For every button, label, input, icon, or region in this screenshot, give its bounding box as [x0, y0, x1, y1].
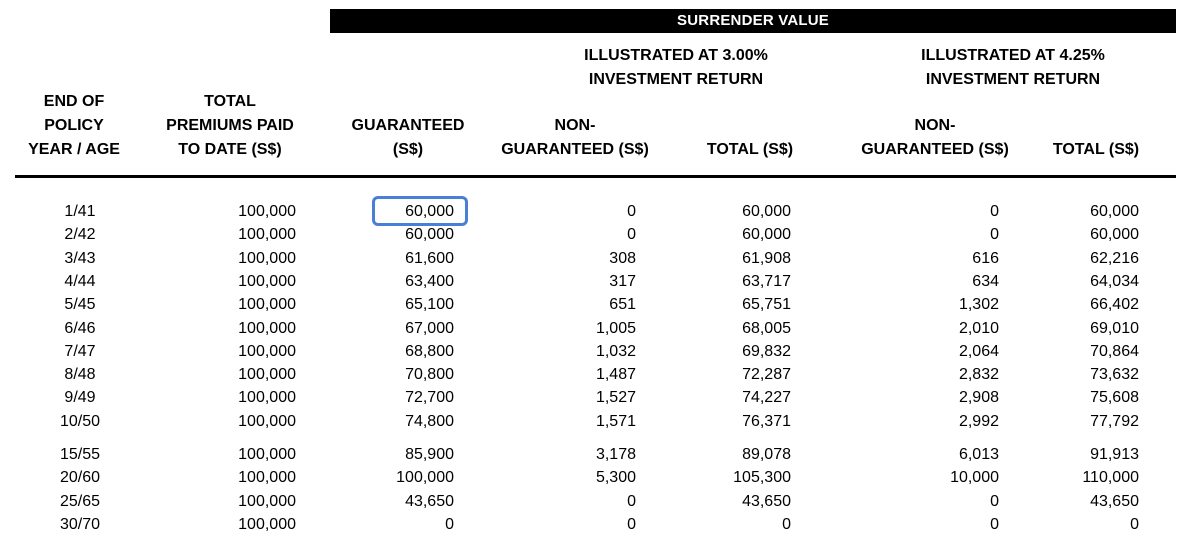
cell-premiums: 100,000 [238, 203, 296, 220]
table-row [0, 293, 1177, 316]
column-header-year-age-line3: YEAR / AGE [28, 141, 120, 158]
cell-non-guaranteed-3pct: 1,487 [595, 366, 636, 384]
cell-year: 15/55 [59, 446, 101, 463]
cell-premiums: 100,000 [238, 389, 296, 407]
cell-non-guaranteed-3pct: 1,527 [595, 389, 636, 407]
column-header-guaranteed-line1: GUARANTEED [351, 117, 465, 134]
cell-non-guaranteed-425pct: 0 [990, 226, 999, 244]
cell-premiums: 100,000 [238, 412, 296, 430]
cell-total-425pct: 60,000 [1090, 203, 1139, 220]
cell-total-3pct: 68,005 [742, 319, 791, 337]
cell-non-guaranteed-425pct: 0 [990, 492, 999, 510]
cell-guaranteed: 74,800 [405, 412, 454, 430]
cell-guaranteed: 67,000 [405, 319, 454, 337]
column-header-total-425pct [1036, 138, 1156, 162]
cell-non-guaranteed-425pct: 634 [972, 272, 999, 290]
cell-guaranteed: 60,000 [405, 203, 454, 220]
cell-non-guaranteed-3pct: 3,178 [595, 446, 636, 463]
cell-non-guaranteed-425pct: 2,908 [958, 389, 999, 407]
table-row [0, 270, 1177, 293]
column-header-total-premiums-line1: TOTAL [204, 93, 256, 110]
table-row [0, 317, 1177, 340]
cell-non-guaranteed-3pct: 5,300 [595, 469, 636, 487]
cell-total-3pct: 60,000 [742, 226, 791, 244]
column-header-total-425pct-line1: TOTAL (S$) [1052, 141, 1140, 158]
cell-total-425pct: 75,608 [1090, 389, 1139, 407]
cell-premiums: 100,000 [238, 272, 296, 290]
cell-year: 30/70 [59, 515, 101, 533]
cell-total-3pct: 43,650 [742, 492, 791, 510]
cell-year: 2/42 [64, 226, 96, 244]
cell-total-425pct: 110,000 [1082, 469, 1139, 487]
group-header-3pct-line2: INVESTMENT RETURN [588, 71, 764, 88]
header-rule [15, 175, 1176, 178]
cell-non-guaranteed-425pct: 0 [990, 515, 999, 533]
cell-total-3pct: 61,908 [742, 249, 791, 267]
table-row [0, 223, 1177, 246]
cell-year: 9/49 [64, 389, 96, 407]
cell-premiums: 100,000 [238, 249, 296, 267]
table-row [0, 443, 1177, 466]
column-header-total-3pct-line1: TOTAL (S$) [706, 141, 794, 158]
cell-year: 10/50 [59, 412, 101, 430]
cell-premiums: 100,000 [238, 446, 296, 463]
column-header-total-3pct [690, 138, 810, 162]
cell-guaranteed: 60,000 [405, 226, 454, 244]
cell-year: 6/46 [64, 319, 96, 337]
column-header-year-age-line1: END OF [43, 93, 105, 110]
column-header-total-premiums-line2: PREMIUMS PAID [166, 117, 294, 134]
cell-non-guaranteed-3pct: 308 [609, 249, 636, 267]
cell-non-guaranteed-3pct: 1,005 [595, 319, 636, 337]
table-row [0, 490, 1177, 513]
cell-premiums: 100,000 [238, 492, 296, 510]
column-header-non-guaranteed-3pct-line2: GUARANTEED (S$) [501, 141, 649, 158]
cell-non-guaranteed-425pct: 1,302 [958, 296, 999, 314]
cell-premiums: 100,000 [238, 296, 296, 314]
cell-guaranteed: 0 [445, 515, 454, 533]
column-header-total-premiums-line3: TO DATE (S$) [178, 141, 282, 158]
table-row [0, 466, 1177, 489]
cell-premiums: 100,000 [238, 319, 296, 337]
cell-year: 8/48 [64, 366, 96, 384]
column-header-non-guaranteed-425pct-line1: NON- [914, 117, 956, 134]
cell-non-guaranteed-425pct: 616 [972, 249, 999, 267]
cell-total-3pct: 76,371 [742, 412, 791, 430]
table-row [0, 200, 1177, 223]
cell-non-guaranteed-425pct: 0 [990, 203, 999, 220]
cell-non-guaranteed-3pct: 0 [627, 492, 636, 510]
cell-total-425pct: 43,650 [1090, 492, 1139, 510]
cell-total-3pct: 89,078 [742, 446, 791, 463]
cell-guaranteed: 63,400 [405, 272, 454, 290]
cell-guaranteed: 43,650 [405, 492, 454, 510]
table-row [0, 410, 1177, 433]
cell-non-guaranteed-425pct: 2,010 [958, 319, 999, 337]
cell-total-425pct: 64,034 [1090, 272, 1139, 290]
cell-non-guaranteed-425pct: 2,832 [958, 366, 999, 384]
table-body [0, 200, 1177, 540]
cell-non-guaranteed-3pct: 0 [627, 226, 636, 244]
cell-total-425pct: 70,864 [1090, 342, 1139, 360]
cell-total-3pct: 0 [782, 515, 791, 533]
column-header-non-guaranteed-425pct [850, 114, 1020, 162]
table-row [0, 247, 1177, 270]
cell-total-3pct: 69,832 [742, 342, 791, 360]
table-row [0, 513, 1177, 536]
cell-year: 4/44 [64, 272, 96, 290]
cell-total-425pct: 60,000 [1090, 226, 1139, 244]
cell-non-guaranteed-425pct: 6,013 [958, 446, 999, 463]
table-row [0, 363, 1177, 386]
column-header-total-premiums [150, 90, 310, 162]
group-header-3pct-line1: ILLUSTRATED AT 3.00% [584, 47, 768, 64]
cell-total-425pct: 66,402 [1090, 296, 1139, 314]
cell-total-3pct: 72,287 [742, 366, 791, 384]
column-header-guaranteed-line2: (S$) [392, 141, 424, 158]
cell-non-guaranteed-425pct: 10,000 [950, 469, 999, 487]
cell-non-guaranteed-425pct: 2,992 [958, 412, 999, 430]
cell-premiums: 100,000 [238, 366, 296, 384]
column-header-non-guaranteed-3pct-line1: NON- [554, 117, 596, 134]
table-row [0, 340, 1177, 363]
cell-non-guaranteed-3pct: 1,571 [595, 412, 636, 430]
cell-guaranteed: 61,600 [405, 249, 454, 267]
cell-year: 5/45 [64, 296, 96, 314]
column-header-year-age [14, 90, 134, 162]
cell-total-3pct: 63,717 [742, 272, 791, 290]
cell-guaranteed: 70,800 [405, 366, 454, 384]
cell-non-guaranteed-3pct: 0 [627, 203, 636, 220]
surrender-value-banner: SURRENDER VALUE [330, 9, 1176, 33]
cell-total-3pct: 60,000 [742, 203, 791, 220]
cell-premiums: 100,000 [238, 515, 296, 533]
cell-year: 20/60 [59, 469, 101, 487]
column-header-year-age-line2: POLICY [44, 117, 104, 134]
cell-guaranteed: 65,100 [405, 296, 454, 314]
group-header-425pct [873, 44, 1153, 92]
group-header-425pct-line1: ILLUSTRATED AT 4.25% [921, 47, 1105, 64]
cell-premiums: 100,000 [238, 342, 296, 360]
cell-total-425pct: 62,216 [1090, 249, 1139, 267]
cell-non-guaranteed-3pct: 317 [609, 272, 636, 290]
column-header-non-guaranteed-425pct-line2: GUARANTEED (S$) [861, 141, 1009, 158]
cell-year: 25/65 [59, 492, 101, 510]
cell-non-guaranteed-3pct: 0 [627, 515, 636, 533]
group-header-425pct-line2: INVESTMENT RETURN [925, 71, 1101, 88]
table-row [0, 386, 1177, 409]
cell-premiums: 100,000 [238, 469, 296, 487]
cell-year: 1/41 [64, 203, 96, 220]
cell-guaranteed: 100,000 [396, 469, 454, 487]
cell-total-425pct: 0 [1130, 515, 1139, 533]
cell-year: 3/43 [64, 249, 96, 267]
column-header-guaranteed [338, 114, 478, 162]
cell-total-3pct: 65,751 [742, 296, 791, 314]
highlight-box [372, 196, 468, 226]
cell-total-425pct: 91,913 [1090, 446, 1139, 463]
cell-non-guaranteed-425pct: 2,064 [958, 342, 999, 360]
cell-guaranteed: 85,900 [405, 446, 454, 463]
cell-non-guaranteed-3pct: 651 [609, 296, 636, 314]
cell-year: 7/47 [64, 342, 96, 360]
cell-total-425pct: 69,010 [1090, 319, 1139, 337]
cell-total-3pct: 105,300 [733, 469, 791, 487]
cell-total-425pct: 77,792 [1090, 412, 1139, 430]
cell-guaranteed: 72,700 [405, 389, 454, 407]
group-header-3pct [536, 44, 816, 92]
cell-total-3pct: 74,227 [742, 389, 791, 407]
cell-premiums: 100,000 [238, 226, 296, 244]
column-header-non-guaranteed-3pct [490, 114, 660, 162]
cell-non-guaranteed-3pct: 1,032 [595, 342, 636, 360]
cell-total-425pct: 73,632 [1090, 366, 1139, 384]
cell-guaranteed: 68,800 [405, 342, 454, 360]
